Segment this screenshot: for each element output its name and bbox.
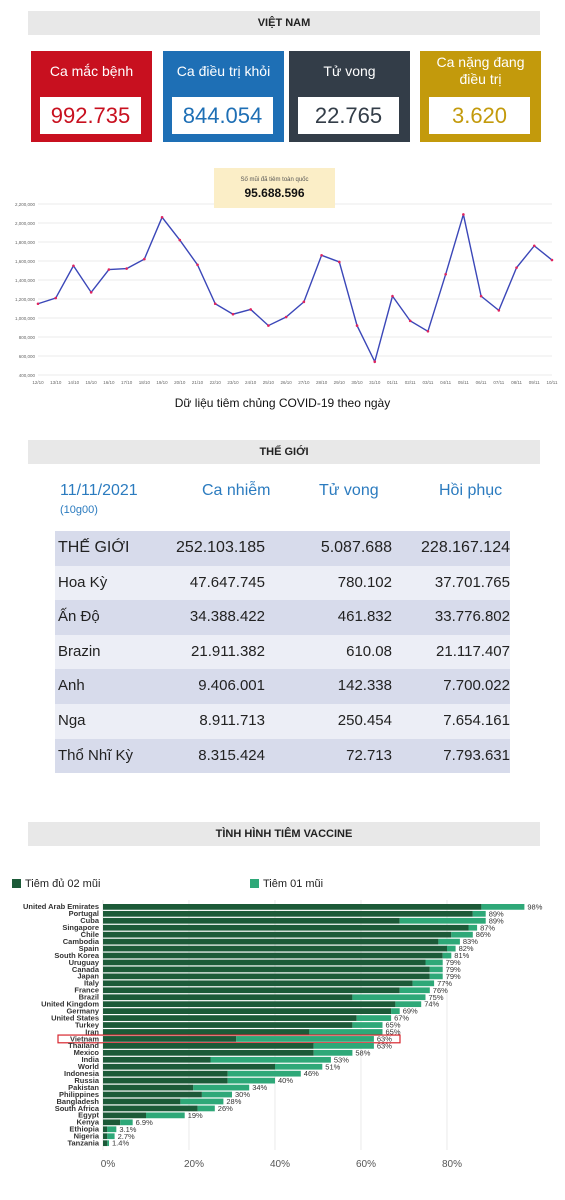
x-tick-label: 19/10 [156, 380, 168, 385]
category-label: Germany [66, 1006, 99, 1016]
legend-full-dose [12, 878, 100, 890]
category-label: South Africa [54, 1103, 99, 1113]
bar-value-label: 75% [428, 992, 444, 1002]
category-label: Egypt [78, 1110, 99, 1120]
category-label: United States [51, 1013, 99, 1023]
bar-full-dose [103, 1001, 395, 1007]
x-tick-label: 04/11 [440, 380, 452, 385]
bar-value-label: 46% [303, 1069, 319, 1079]
data-point [391, 295, 394, 298]
world-table-header [55, 477, 510, 531]
bar-full-dose [103, 1050, 314, 1056]
bar-one-dose [473, 911, 486, 917]
bar-full-dose [103, 904, 481, 910]
bar-full-dose [103, 1092, 202, 1098]
x-tick-label: 60% [355, 1159, 377, 1170]
bar-value-label: 89% [488, 916, 504, 926]
bar-value-label: 86% [475, 930, 491, 940]
bar-value-label: 89% [488, 909, 504, 919]
vietnam-section-title: VIỆT NAM [28, 11, 540, 35]
data-point [214, 302, 217, 305]
data-point [498, 309, 501, 312]
stat-card [31, 51, 152, 142]
data-point [108, 268, 111, 271]
stat-card-label: Ca điều trị khỏi [176, 62, 271, 79]
bar-full-dose [103, 1015, 357, 1021]
category-label: Mexico [73, 1048, 99, 1058]
bar-one-dose [430, 967, 443, 973]
bar-one-dose [426, 960, 443, 966]
y-tick-label: 1,200,000 [14, 297, 35, 302]
data-point [143, 258, 146, 261]
x-tick-label: 03/11 [422, 380, 434, 385]
deaths-value: 72.713 [346, 746, 392, 764]
data-point [444, 273, 447, 276]
x-tick-label: 25/10 [262, 380, 275, 385]
country-name: Hoa Kỳ [58, 573, 108, 591]
bar-one-dose [400, 918, 486, 924]
data-point [409, 320, 412, 323]
category-label: Chile [80, 930, 99, 939]
country-name: Brazin [58, 642, 101, 660]
table-row [55, 704, 510, 739]
x-tick-label: 17/10 [120, 380, 133, 385]
category-label: France [74, 985, 99, 995]
data-point [462, 213, 465, 216]
x-tick-label: 24/10 [245, 380, 257, 385]
bar-one-dose [236, 1036, 374, 1042]
bar-value-label: 53% [333, 1055, 349, 1065]
stat-card-label: Tử vong [323, 62, 376, 79]
recovered-value: 228.167.124 [421, 539, 510, 556]
bar-value-label: 30% [235, 1090, 251, 1100]
data-point [72, 264, 75, 267]
deaths-value: 610.08 [346, 642, 392, 660]
bar-value-label: 19% [187, 1110, 203, 1120]
deaths-value: 5.087.688 [320, 539, 392, 556]
stat-card [163, 51, 284, 142]
y-tick-label: 400,000 [18, 373, 35, 378]
header-deaths: Tử vong [319, 482, 379, 499]
x-tick-label: 02/11 [404, 380, 416, 385]
bar-value-label: 63% [376, 1041, 392, 1051]
cases-value: 47.647.745 [189, 573, 265, 591]
bar-value-label: 69% [402, 1006, 418, 1016]
legend-full-dose-label: Tiêm đủ 02 mũi [25, 878, 101, 890]
data-point [533, 245, 536, 248]
vaccine-section-title: TÌNH HÌNH TIÊM VACCINE [28, 822, 540, 846]
bar-full-dose [103, 994, 352, 1000]
bar-full-dose [103, 939, 438, 945]
data-point [356, 324, 359, 327]
series-line [38, 214, 552, 361]
bar-value-label: 2.7% [117, 1131, 135, 1141]
x-tick-label: 20/10 [174, 380, 186, 385]
data-point [161, 216, 164, 219]
total-doses-value: 95.688.596 [244, 186, 305, 200]
x-tick-label: 21/10 [191, 380, 204, 385]
table-row [55, 566, 510, 601]
data-point [249, 308, 252, 311]
bar-full-dose [103, 1085, 193, 1091]
stat-card-value: 22.765 [298, 97, 399, 134]
y-tick-label: 600,000 [18, 354, 35, 359]
category-label: Canada [71, 964, 99, 974]
bar-full-dose [103, 953, 443, 959]
deaths-value: 780.102 [337, 573, 392, 591]
data-point [54, 297, 57, 300]
header-recovered: Hồi phục [439, 482, 503, 499]
data-point [515, 266, 518, 269]
cases-value: 8.315.424 [198, 746, 265, 764]
x-tick-label: 29/10 [333, 380, 345, 385]
bar-full-dose [103, 946, 447, 952]
bar-value-label: 58% [355, 1048, 371, 1058]
recovered-value: 7.793.631 [443, 746, 510, 764]
category-label: Bangladesh [56, 1096, 99, 1106]
bar-full-dose [103, 1140, 107, 1146]
bar-full-dose [103, 1126, 107, 1132]
category-label: Brazil [78, 992, 99, 1002]
category-label: Iran [85, 1027, 99, 1037]
world-section-title: THẾ GIỚI [28, 440, 540, 464]
bar-full-dose [103, 1119, 120, 1125]
x-tick-label: 10/11 [546, 380, 558, 385]
x-tick-label: 80% [441, 1159, 463, 1170]
bar-value-label: 83% [462, 937, 478, 947]
x-tick-label: 0% [100, 1159, 116, 1170]
stat-card-value: 844.054 [172, 97, 273, 134]
bar-value-label: 74% [424, 999, 440, 1009]
category-label: United Arab Emirates [23, 902, 99, 912]
bar-value-label: 98% [527, 902, 543, 912]
y-tick-label: 800,000 [18, 335, 35, 340]
bar-full-dose [103, 1036, 236, 1042]
bar-one-dose [352, 994, 425, 1000]
x-tick-label: 18/10 [138, 380, 150, 385]
world-date: 11/11/2021 [60, 482, 138, 499]
data-point [90, 291, 93, 294]
cases-value: 21.911.382 [191, 642, 265, 660]
data-point [232, 313, 235, 316]
category-label: Italy [83, 978, 99, 988]
y-tick-label: 1,000,000 [14, 316, 35, 321]
x-tick-label: 14/10 [67, 380, 80, 385]
stat-card [289, 51, 410, 142]
line-chart-caption: Dữ liệu tiêm chủng COVID-19 theo ngày [174, 396, 391, 410]
total-doses-tooltip [214, 168, 335, 208]
bar-full-dose [103, 1057, 211, 1063]
bar-full-dose [103, 932, 451, 938]
data-point [480, 295, 483, 298]
category-label: Japan [77, 971, 99, 981]
bar-one-dose [309, 1029, 382, 1035]
bar-full-dose [103, 1099, 180, 1105]
bar-one-dose [107, 1126, 116, 1132]
bar-value-label: 26% [217, 1103, 233, 1113]
vaccine-bar-chart [0, 900, 565, 1180]
bar-value-label: 79% [445, 958, 461, 967]
table-row [55, 669, 510, 704]
category-label: Turkey [74, 1020, 99, 1030]
x-tick-label: 31/10 [369, 380, 381, 385]
bar-full-dose [103, 1078, 228, 1084]
bar-one-dose [400, 987, 430, 993]
stat-card [420, 51, 541, 142]
deaths-value: 250.454 [337, 711, 392, 729]
bar-full-dose [103, 1029, 309, 1035]
country-name: Ấn Độ [58, 608, 100, 626]
stat-card-value: 3.620 [429, 97, 530, 134]
x-tick-label: 05/11 [457, 380, 469, 385]
x-tick-label: 27/10 [298, 380, 310, 385]
category-label: South Korea [54, 950, 99, 960]
y-tick-label: 2,200,000 [14, 202, 35, 207]
data-point [303, 301, 306, 304]
recovered-value: 7.654.161 [443, 711, 510, 729]
bar-full-dose [103, 1064, 275, 1070]
world-time: (10g00) [60, 504, 98, 516]
bar-full-dose [103, 1106, 198, 1112]
x-tick-label: 15/10 [85, 380, 97, 385]
x-tick-label: 26/10 [280, 380, 292, 385]
category-label: Spain [78, 943, 99, 953]
bar-one-dose [211, 1057, 331, 1063]
data-point [196, 264, 199, 267]
bar-value-label: 79% [445, 971, 461, 981]
bar-value-label: 65% [385, 1027, 401, 1037]
bar-value-label: 40% [278, 1076, 294, 1086]
bar-value-label: 51% [325, 1062, 341, 1072]
x-tick-label: 16/10 [103, 380, 115, 385]
bar-value-label: 65% [385, 1020, 401, 1030]
x-tick-label: 01/11 [387, 380, 398, 385]
bar-full-dose [103, 967, 430, 973]
y-tick-label: 1,400,000 [14, 278, 35, 283]
data-point [373, 360, 376, 363]
bar-value-label: 6.9% [135, 1117, 153, 1127]
deaths-value: 142.338 [337, 677, 392, 695]
bar-full-dose [103, 960, 426, 966]
table-row [55, 531, 510, 566]
legend-one-dose [250, 878, 323, 890]
category-label: India [81, 1055, 99, 1065]
bar-value-label: 1.4% [112, 1138, 130, 1148]
data-point [338, 261, 341, 264]
bar-one-dose [413, 980, 435, 986]
bar-full-dose [103, 987, 400, 993]
bar-full-dose [103, 1133, 107, 1139]
x-tick-label: 09/11 [528, 380, 540, 385]
x-tick-label: 30/10 [351, 380, 363, 385]
category-label: Vietnam [69, 1034, 99, 1044]
legend-one-dose-swatch [250, 879, 259, 888]
country-name: Nga [58, 711, 86, 729]
recovered-value: 7.700.022 [443, 677, 510, 695]
recovered-value: 33.776.802 [434, 608, 510, 626]
deaths-value: 461.832 [337, 608, 392, 626]
total-doses-label: Số mũi đã tiêm toàn quốc [240, 177, 309, 183]
data-point [551, 259, 554, 262]
x-tick-label: 07/11 [493, 380, 505, 385]
header-cases: Ca nhiễm [202, 482, 271, 499]
x-tick-label: 40% [269, 1159, 291, 1170]
bar-value-label: 76% [432, 985, 448, 995]
data-point [320, 254, 323, 257]
category-label: Cambodia [62, 936, 99, 946]
bar-one-dose [352, 1022, 382, 1028]
bar-value-label: 81% [454, 951, 470, 961]
table-row [55, 635, 510, 670]
cases-value: 34.388.422 [189, 608, 265, 626]
y-tick-label: 1,600,000 [14, 259, 35, 264]
bar-value-label: 82% [458, 944, 474, 954]
category-label: Ethiopia [69, 1124, 99, 1134]
bar-full-dose [103, 1008, 391, 1014]
x-tick-label: 23/10 [227, 380, 239, 385]
recovered-value: 37.701.765 [434, 573, 510, 591]
category-label: Philippines [58, 1089, 99, 1099]
data-point [37, 302, 40, 305]
bar-full-dose [103, 925, 469, 931]
country-name: THẾ GIỚI [58, 539, 130, 556]
bar-value-label: 79% [445, 964, 461, 974]
stat-card-label: Ca nặng đang điều trị [436, 54, 525, 87]
bar-value-label: 34% [252, 1083, 268, 1093]
category-label: Russia [74, 1075, 99, 1085]
category-label: Nigeria [73, 1131, 99, 1141]
bar-full-dose [103, 1071, 228, 1077]
bar-value-label: 63% [376, 1034, 392, 1044]
category-label: World [77, 1062, 99, 1072]
legend-one-dose-label: Tiêm 01 mũi [263, 878, 324, 890]
data-point [178, 239, 181, 242]
stat-card-value: 992.735 [40, 97, 141, 134]
category-label: United Kingdom [41, 999, 99, 1009]
bar-full-dose [103, 1022, 352, 1028]
bar-value-label: 28% [226, 1097, 242, 1106]
recovered-value: 21.117.407 [436, 642, 510, 660]
x-tick-label: 20% [183, 1159, 205, 1170]
category-label: Cuba [80, 916, 99, 926]
country-name: Thổ Nhĩ Kỳ [58, 746, 134, 764]
x-tick-label: 12/10 [32, 380, 44, 385]
bar-full-dose [103, 1043, 314, 1049]
bar-value-label: 87% [480, 923, 496, 933]
category-label: Portugal [68, 909, 99, 919]
category-label: Singapore [62, 923, 99, 933]
cases-value: 9.406.001 [198, 677, 265, 695]
category-label: Tanzania [67, 1138, 99, 1148]
bar-one-dose [438, 939, 460, 945]
bar-value-label: 67% [394, 1013, 410, 1023]
cases-value: 8.911.713 [199, 711, 265, 729]
bar-value-label: 3.1% [119, 1124, 137, 1134]
data-point [125, 267, 128, 270]
category-label: Indonesia [63, 1069, 99, 1078]
category-label: Kenya [76, 1117, 99, 1127]
y-tick-label: 2,000,000 [14, 221, 35, 226]
table-row [55, 739, 510, 774]
bar-one-dose [107, 1140, 109, 1146]
x-tick-label: 28/10 [315, 380, 328, 385]
category-label: Uruguay [68, 957, 99, 967]
world-table-body [55, 531, 510, 773]
country-name: Anh [58, 677, 85, 695]
y-tick-label: 1,800,000 [14, 240, 35, 245]
category-label: Thailand [68, 1041, 99, 1051]
data-point [427, 330, 430, 333]
bar-value-label: 77% [437, 978, 453, 988]
vaccination-line-chart [0, 190, 565, 385]
data-point [267, 324, 270, 327]
x-tick-label: 06/11 [475, 380, 487, 385]
bar-full-dose [103, 974, 430, 980]
legend-full-dose-swatch [12, 879, 21, 888]
data-point [285, 316, 288, 319]
x-tick-label: 13/10 [50, 380, 62, 385]
cases-value: 252.103.185 [176, 539, 265, 556]
stat-card-label: Ca mắc bệnh [49, 62, 134, 79]
category-label: Pakistan [68, 1082, 99, 1092]
x-tick-label: 22/10 [209, 380, 221, 385]
bar-full-dose [103, 918, 400, 924]
x-tick-label: 08/11 [511, 380, 523, 385]
bar-full-dose [103, 911, 473, 917]
table-row [55, 600, 510, 635]
bar-full-dose [103, 980, 413, 986]
